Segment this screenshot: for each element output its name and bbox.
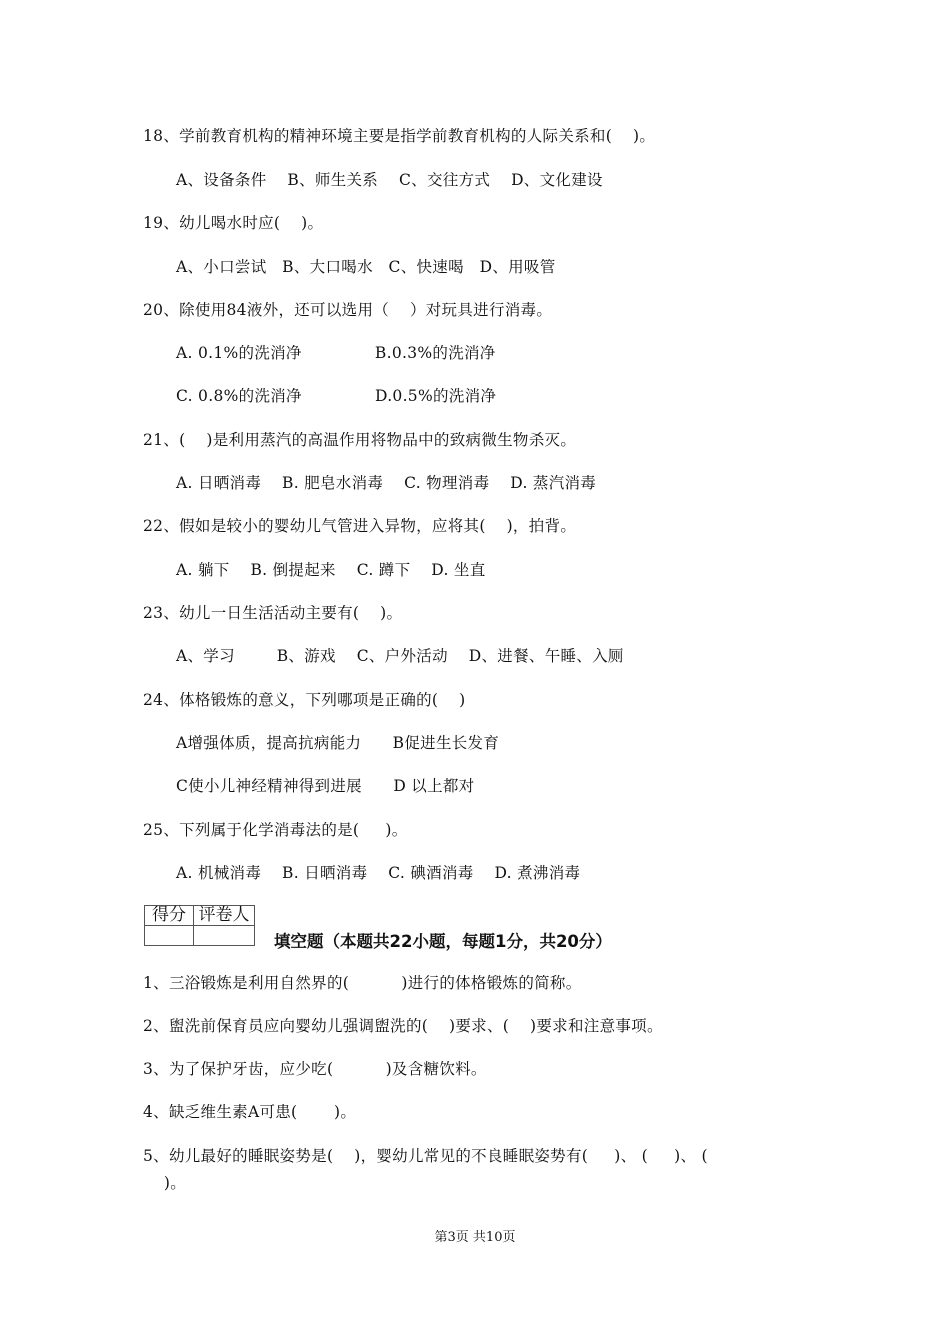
- score-cell: [145, 926, 194, 946]
- options-19: A、小口尝试 B、大口喝水 C、快速喝 D、用吸管: [176, 258, 556, 276]
- fill-blank-5: 5、幼儿最好的睡眠姿势是( )，婴幼儿常见的不良睡眠姿势有( )、 ( )、 (: [143, 1147, 708, 1165]
- fill-blank-5-cont: )。: [143, 1174, 187, 1192]
- options-25: A. 机械消毒 B. 日晒消毒 C. 碘酒消毒 D. 煮沸消毒: [176, 864, 581, 882]
- question-22: 22、假如是较小的婴幼儿气管进入异物，应将其( )，拍背。: [143, 517, 577, 535]
- options-20-row2: C. 0.8%的洗消净 D.0.5%的洗消净: [176, 387, 497, 405]
- options-20-row1: A. 0.1%的洗消净 B.0.3%的洗消净: [176, 344, 496, 362]
- grader-label: 评卷人: [194, 906, 255, 926]
- page-footer: 第3页 共10页: [434, 1230, 516, 1245]
- question-18: 18、学前教育机构的精神环境主要是指学前教育机构的人际关系和( )。: [143, 127, 656, 145]
- options-18: A、设备条件 B、师生关系 C、交往方式 D、文化建设: [176, 171, 603, 189]
- fill-blank-1: 1、三浴锻炼是利用自然界的( )进行的体格锻炼的简称。: [143, 974, 582, 992]
- fill-blank-3: 3、为了保护牙齿，应少吃( )及含糖饮料。: [143, 1060, 487, 1078]
- score-box: [144, 905, 255, 946]
- question-21: 21、( )是利用蒸汽的高温作用将物品中的致病微生物杀灭。: [143, 431, 577, 449]
- options-23: A、学习 B、游戏 C、户外活动 D、进餐、午睡、入厕: [176, 647, 624, 665]
- fill-blank-2: 2、盥洗前保育员应向婴幼儿强调盥洗的( )要求、( )要求和注意事项。: [143, 1017, 663, 1035]
- options-24-row1: A增强体质，提高抗病能力 B促进生长发育: [176, 734, 500, 752]
- fill-blank-4: 4、缺乏维生素A可患( )。: [143, 1103, 357, 1121]
- section-title: 填空题（本题共22小题，每题1分，共20分）: [274, 932, 612, 951]
- options-21: A. 日晒消毒 B. 肥皂水消毒 C. 物理消毒 D. 蒸汽消毒: [176, 474, 597, 492]
- grader-cell: [194, 926, 255, 946]
- question-20: 20、除使用84液外，还可以选用（ ）对玩具进行消毒。: [143, 301, 553, 319]
- options-22: A. 躺下 B. 倒提起来 C. 蹲下 D. 坐直: [176, 561, 486, 579]
- options-24-row2: C使小儿神经精神得到进展 D 以上都对: [176, 777, 475, 795]
- question-19: 19、幼儿喝水时应( )。: [143, 214, 324, 232]
- question-24: 24、体格锻炼的意义，下列哪项是正确的( ): [143, 691, 466, 709]
- question-25: 25、下列属于化学消毒法的是( )。: [143, 821, 408, 839]
- question-23: 23、幼儿一日生活活动主要有( )。: [143, 604, 403, 622]
- score-label: 得分: [145, 906, 194, 926]
